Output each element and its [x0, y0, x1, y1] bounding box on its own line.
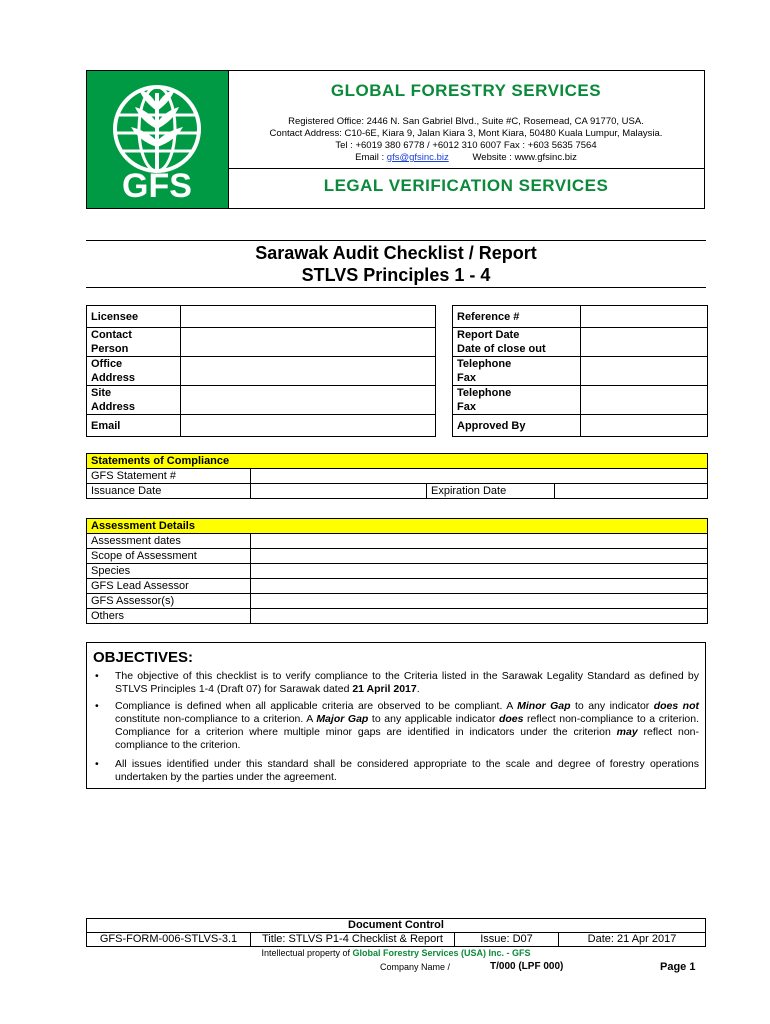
phone-fax: Tel : +6019 380 6778 / +6012 310 6007 Fax : +603 5635 7564 — [335, 140, 597, 151]
page-number: Page 1 — [660, 961, 696, 973]
objective-item: • Compliance is defined when all applicable criteria are observed to be compliant. A Minor Gap to any indicator does not constitute non-compliance to a criterion. A Major Gap to any applicable indicator does reflect non-compliance to a criterion. Compliance for a criterion where multiple minor gaps are identified in indicators under the criterion may reflect non-compliance to the criterion. — [95, 700, 700, 751]
objective-item: • All issues identified under this standard shall be considered appropriate to the scale and degree of forestry operations undertaken by the parties under the agreement. — [95, 758, 699, 783]
assessment-row-label: GFS Assessor(s) — [87, 594, 251, 609]
objective-item: • The objective of this checklist is to verify compliance to the Criteria listed in the Sarawak Legality Standard as defined by STLVS Principles 1-4 (Draft 07) for Sarawak dated 21 April 2017. — [95, 670, 699, 695]
form-date: Date: 21 Apr 2017 — [559, 933, 706, 947]
title-rule-bottom — [86, 287, 706, 288]
telephone-fax-label-2: Telephone Fax — [453, 386, 581, 415]
assessment-table — [86, 518, 708, 624]
document-control-heading: Document Control — [87, 919, 706, 933]
form-title: Title: STLVS P1-4 Checklist & Report — [251, 933, 455, 947]
contact-person-field[interactable] — [181, 328, 436, 357]
document-title: Sarawak Audit Checklist / Report — [255, 243, 537, 263]
issuance-date-field[interactable] — [251, 484, 427, 499]
assessment-row-label: GFS Lead Assessor — [87, 579, 251, 594]
form-number: GFS-FORM-006-STLVS-3.1 — [87, 933, 251, 947]
licensee-label: Licensee — [87, 306, 181, 328]
compliance-table — [86, 453, 708, 499]
footer-code: T/000 (LPF 000) — [490, 961, 564, 972]
gfs-statement-label: GFS Statement # — [87, 469, 251, 484]
expiration-date-label: Expiration Date — [427, 484, 555, 499]
scope-field[interactable] — [251, 549, 708, 564]
email-link[interactable]: gfs@gfsinc.biz — [386, 152, 449, 163]
telephone-fax-field-1[interactable] — [581, 357, 708, 386]
intellectual-property-note: Intellectual property of Global Forestry Services (USA) Inc. - GFS — [261, 948, 531, 958]
website-link[interactable]: www.gfsinc.biz — [514, 152, 577, 163]
letterhead — [86, 70, 705, 209]
approved-by-field[interactable] — [581, 415, 708, 437]
office-address-label: Office Address — [87, 357, 181, 386]
lead-assessor-field[interactable] — [251, 579, 708, 594]
header-divider — [228, 168, 704, 169]
licensee-info-table — [86, 305, 436, 437]
species-field[interactable] — [251, 564, 708, 579]
assessment-row-label: Others — [87, 609, 251, 624]
objectives-title: OBJECTIVES: — [93, 649, 194, 666]
footer-company-name: Company Name / — [380, 962, 451, 972]
objectives-box — [86, 642, 706, 789]
form-issue: Issue: D07 — [455, 933, 559, 947]
email-field[interactable] — [181, 415, 436, 437]
email-label-cell: Email — [87, 415, 181, 437]
registered-office: Registered Office: 2446 N. San Gabriel Blvd., Suite #C, Rosemead, CA 91770, USA. — [288, 116, 644, 127]
telephone-fax-field-2[interactable] — [581, 386, 708, 415]
service-name: LEGAL VERIFICATION SERVICES — [323, 176, 609, 195]
contact-person-label: Contact Person — [87, 328, 181, 357]
compliance-heading: Statements of Compliance — [87, 454, 708, 469]
logo-text: GFS — [122, 167, 192, 205]
assessment-row-label: Species — [87, 564, 251, 579]
bullet-icon: • — [95, 700, 99, 712]
assessors-field[interactable] — [251, 594, 708, 609]
assessment-row-label: Scope of Assessment — [87, 549, 251, 564]
bullet-icon: • — [95, 670, 99, 682]
reference-label: Reference # — [453, 306, 581, 328]
office-address-field[interactable] — [181, 357, 436, 386]
assessment-dates-field[interactable] — [251, 534, 708, 549]
gfs-statement-field[interactable] — [251, 469, 708, 484]
gfs-logo — [87, 71, 229, 208]
others-field[interactable] — [251, 609, 708, 624]
licensee-field[interactable] — [181, 306, 436, 328]
assessment-heading: Assessment Details — [87, 519, 708, 534]
email-website — [228, 152, 704, 164]
document-control-table — [86, 918, 706, 947]
site-address-field[interactable] — [181, 386, 436, 415]
reference-info-table — [452, 305, 708, 437]
report-date-label: Report Date Date of close out — [453, 328, 581, 357]
title-rule-top — [86, 240, 706, 241]
assessment-row-label: Assessment dates — [87, 534, 251, 549]
bullet-icon: • — [95, 758, 99, 770]
reference-field[interactable] — [581, 306, 708, 328]
report-date-field[interactable] — [581, 328, 708, 357]
telephone-fax-label-1: Telephone Fax — [453, 357, 581, 386]
document-subtitle: STLVS Principles 1 - 4 — [301, 265, 491, 285]
approved-by-label: Approved By — [453, 415, 581, 437]
email-label: Email : — [355, 152, 387, 163]
issuance-date-label: Issuance Date — [87, 484, 251, 499]
contact-address: Contact Address: C10-6E, Kiara 9, Jalan Kiara 3, Mont Kiara, 50480 Kuala Lumpur, Malaysia. — [269, 128, 663, 139]
company-name: GLOBAL FORESTRY SERVICES — [330, 81, 602, 100]
site-address-label: Site Address — [87, 386, 181, 415]
website-label: Website : — [472, 152, 515, 163]
expiration-date-field[interactable] — [555, 484, 708, 499]
